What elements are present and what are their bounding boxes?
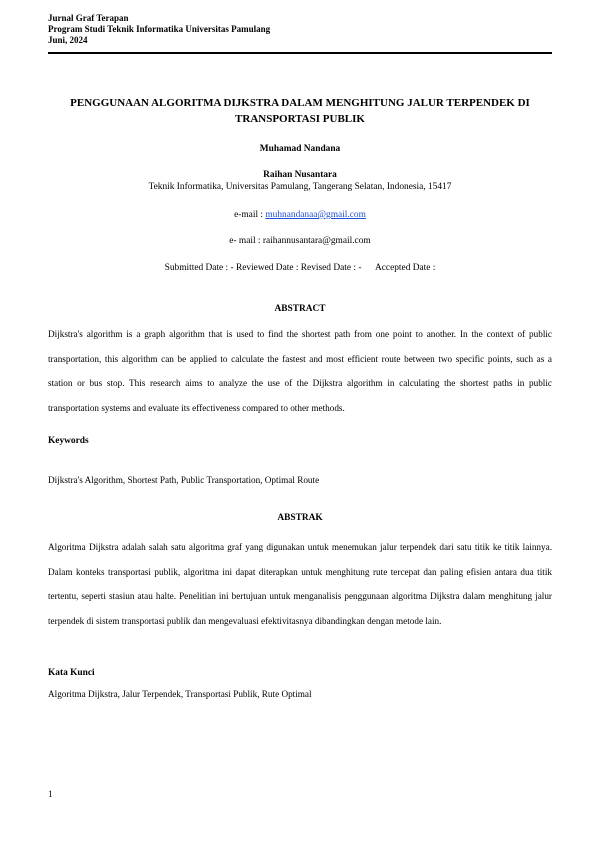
email-line-1 xyxy=(48,209,552,221)
submission-dates: Submitted Date : - Reviewed Date : Revised Date : - Accepted Date : xyxy=(164,263,436,273)
abstrak-text: Algoritma Dijkstra adalah salah satu algoritma graf yang digunakan untuk menemukan jalur terpendek dari satu titik ke titik lainnya. Dalam konteks transportasi publik, algoritma ini dapat diterapkan untuk menghitung rute tercepat dan paling efisien antara dua titik tertentu, seperti stasiun atau halte. Penelitian ini bertujuan untuk menganalisis penggunaan algoritma Dijkstra dalam menghitung jalur terpendek di sistem transportasi publik dan mengevaluasi efektivitasnya dibandingkan dengan metode lain. xyxy=(48,542,552,626)
running-header xyxy=(48,13,270,46)
issue-date: Juni, 2024 xyxy=(48,35,88,45)
abstrak-heading: ABSTRAK xyxy=(277,513,323,523)
keywords-text: Dijkstra's Algorithm, Shortest Path, Public Transportation, Optimal Route xyxy=(48,475,320,485)
journal-name: Jurnal Graf Terapan xyxy=(48,13,129,23)
abstract-heading: ABSTRACT xyxy=(274,304,326,314)
affiliation: Teknik Informatika, Universitas Pamulang, Tangerang Selatan, Indonesia, 15417 xyxy=(148,182,452,192)
kata-kunci-text: Algoritma Dijkstra, Jalur Terpendek, Transportasi Publik, Rute Optimal xyxy=(48,689,312,699)
paper-title: PENGGUNAAN ALGORITMA DIJKSTRA DALAM MENGHITUNG JALUR TERPENDEK DI TRANSPORTASI PUBLIK xyxy=(70,97,530,125)
email-1-label: e-mail : xyxy=(234,210,266,220)
program-name: Program Studi Teknik Informatika Universitas Pamulang xyxy=(48,24,271,34)
email-1-link[interactable]: muhnandanaa@gmail.com xyxy=(265,210,366,220)
kata-kunci-heading: Kata Kunci xyxy=(48,668,95,678)
page-number: 1 xyxy=(48,790,53,800)
keywords-heading: Keywords xyxy=(48,436,89,446)
author-2: Raihan Nusantara xyxy=(263,170,337,180)
email-line-2: e- mail : raihannusantara@gmail.com xyxy=(229,236,371,246)
header-divider xyxy=(48,52,552,54)
author-1: Muhamad Nandana xyxy=(259,144,341,154)
abstract-text: Dijkstra's algorithm is a graph algorithm that is used to find the shortest path from one point to another. In the context of public transportation, this algorithm can be applied to calculate the fastest and most efficient route between two specific points, such as a station or bus stop. This research aims to analyze the use of the Dijkstra algorithm in calculating the shortest paths in public transportation systems and evaluate its effectiveness compared to other methods. xyxy=(48,329,552,413)
